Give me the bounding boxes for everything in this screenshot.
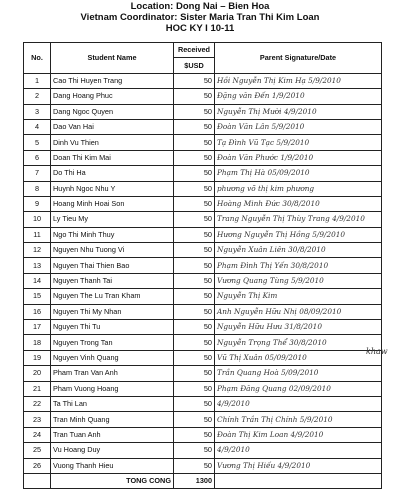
amount: 50 — [174, 320, 215, 335]
parent-signature: Nguyễn Hữu Hưu 31/8/2010 — [215, 320, 382, 335]
parent-signature: Hồi Nguyễn Thị Kim Hạ 5/9/2010 — [215, 73, 382, 88]
table-row — [24, 427, 382, 442]
parent-signature: Hương Nguyễn Thị Hồng 5/9/2010 — [215, 227, 382, 242]
student-name: Nguyen Vinh Quang — [51, 350, 174, 365]
table-row — [24, 458, 382, 473]
col-usd-header: $USD — [174, 58, 215, 73]
table-row — [24, 396, 382, 411]
parent-signature: Tạ Đình Vũ Tạc 5/9/2010 — [215, 135, 382, 150]
amount: 50 — [174, 227, 215, 242]
parent-signature: phương võ thị kim phương — [215, 181, 382, 196]
parent-signature: 4/9/2010 — [215, 443, 382, 458]
student-name: Dao Van Hai — [51, 119, 174, 134]
row-no: 6 — [24, 150, 51, 165]
row-no: 10 — [24, 212, 51, 227]
col-no-header: No. — [24, 43, 51, 74]
amount: 50 — [174, 458, 215, 473]
student-name: Dinh Vu Thien — [51, 135, 174, 150]
table-row — [24, 104, 382, 119]
location-line: Location: Dong Nai – Bien Hoa — [130, 1, 270, 12]
student-name: Dang Ngoc Quyen — [51, 104, 174, 119]
parent-signature: Đặng văn Đến 1/9/2010 — [215, 89, 382, 104]
student-name: Do Thi Ha — [51, 166, 174, 181]
student-name: Nguyen Thi Tu — [51, 320, 174, 335]
parent-signature: Đoàn Thị Kim Loan 4/9/2010 — [215, 427, 382, 442]
row-no: 4 — [24, 119, 51, 134]
parent-signature: Anh Nguyễn Hữu Nhị 08/09/2010 — [215, 304, 382, 319]
student-name: Nguyen Thai Thien Bao — [51, 258, 174, 273]
amount: 50 — [174, 304, 215, 319]
row-no: 17 — [24, 320, 51, 335]
row-no: 11 — [24, 227, 51, 242]
amount: 50 — [174, 135, 215, 150]
table-row — [24, 289, 382, 304]
row-no: 24 — [24, 427, 51, 442]
student-name: Tran Tuan Anh — [51, 427, 174, 442]
parent-signature: Vũ Thị Xuân 05/09/2010 — [215, 350, 382, 365]
table-row — [24, 443, 382, 458]
amount: 50 — [174, 396, 215, 411]
amount: 50 — [174, 335, 215, 350]
student-name: Tran Minh Quang — [51, 412, 174, 427]
col-name-header: Student Name — [51, 43, 174, 74]
amount: 50 — [174, 150, 215, 165]
table-row — [24, 166, 382, 181]
row-no: 16 — [24, 304, 51, 319]
amount: 50 — [174, 166, 215, 181]
amount: 50 — [174, 181, 215, 196]
parent-signature: Chính Trần Thị Chính 5/9/2010 — [215, 412, 382, 427]
student-name: Nguyen Nhu Tuong Vi — [51, 243, 174, 258]
parent-signature: Đoàn Văn Lân 5/9/2010 — [215, 119, 382, 134]
parent-signature: Nguyễn Thị Mười 4/9/2010 — [215, 104, 382, 119]
student-name: Vuong Thanh Hieu — [51, 458, 174, 473]
parent-signature: Đoàn Văn Phước 1/9/2010 — [215, 150, 382, 165]
total-no-cell — [24, 473, 51, 488]
table-row — [24, 212, 382, 227]
student-name: Huynh Ngoc Nhu Y — [51, 181, 174, 196]
parent-signature: Vương Thị Hiếu 4/9/2010 — [215, 458, 382, 473]
amount: 50 — [174, 273, 215, 288]
amount: 50 — [174, 412, 215, 427]
total-row — [24, 473, 382, 488]
table-row — [24, 73, 382, 88]
student-name: Dang Hoang Phuc — [51, 89, 174, 104]
row-no: 3 — [24, 104, 51, 119]
parent-signature: Trần Quang Hoà 5/09/2010 — [215, 366, 382, 381]
student-name: Cao Thi Huyen Trang — [51, 73, 174, 88]
student-name: Nguyen Thanh Tai — [51, 273, 174, 288]
col-signature-header: Parent Signature/Date — [215, 43, 382, 74]
row-no: 26 — [24, 458, 51, 473]
amount: 50 — [174, 212, 215, 227]
amount: 50 — [174, 381, 215, 396]
row-no: 8 — [24, 181, 51, 196]
student-roster-table — [23, 42, 382, 489]
amount: 50 — [174, 350, 215, 365]
total-amount: 1300 — [174, 473, 215, 488]
amount: 50 — [174, 104, 215, 119]
student-name: Pham Tran Van Anh — [51, 366, 174, 381]
student-name: Ly Tieu My — [51, 212, 174, 227]
table-row — [24, 119, 382, 134]
table-row — [24, 181, 382, 196]
row-no: 1 — [24, 73, 51, 88]
total-signature-cell — [215, 473, 382, 488]
student-name: Vu Hoang Duy — [51, 443, 174, 458]
table-row — [24, 89, 382, 104]
col-received-header: Received — [174, 43, 215, 58]
parent-signature: Vương Quang Tùng 5/9/2010 — [215, 273, 382, 288]
row-no: 13 — [24, 258, 51, 273]
table-row — [24, 366, 382, 381]
margin-handwritten-note: khaw — [366, 347, 388, 356]
parent-signature: Nguyễn Thị Kim — [215, 289, 382, 304]
table-row — [24, 335, 382, 350]
row-no: 14 — [24, 273, 51, 288]
student-name: Nguyen The Lu Tran Kham — [51, 289, 174, 304]
amount: 50 — [174, 289, 215, 304]
row-no: 12 — [24, 243, 51, 258]
row-no: 25 — [24, 443, 51, 458]
parent-signature: Phạm Đăng Quang 02/09/2010 — [215, 381, 382, 396]
amount: 50 — [174, 73, 215, 88]
student-name: Ta Thi Lan — [51, 396, 174, 411]
amount: 50 — [174, 89, 215, 104]
amount: 50 — [174, 427, 215, 442]
amount: 50 — [174, 366, 215, 381]
parent-signature: Hoàng Minh Đức 30/8/2010 — [215, 196, 382, 211]
amount: 50 — [174, 119, 215, 134]
parent-signature: Nguyễn Trọng Thể 30/8/2010 — [215, 335, 382, 350]
student-name: Doan Thi Kim Mai — [51, 150, 174, 165]
table-row — [24, 227, 382, 242]
parent-signature: Nguyễn Xuân Liên 30/8/2010 — [215, 243, 382, 258]
table-row — [24, 150, 382, 165]
table-header-row — [24, 43, 382, 58]
parent-signature: 4/9/2010 — [215, 396, 382, 411]
amount: 50 — [174, 196, 215, 211]
row-no: 19 — [24, 350, 51, 365]
parent-signature: Phạm Thị Hà 05/09/2010 — [215, 166, 382, 181]
total-label: TONG CONG — [51, 473, 174, 488]
term-line: HOC KY I 10-11 — [165, 23, 235, 34]
row-no: 20 — [24, 366, 51, 381]
table-row — [24, 304, 382, 319]
table-row — [24, 135, 382, 150]
page-header — [0, 0, 400, 34]
row-no: 7 — [24, 166, 51, 181]
table-row — [24, 196, 382, 211]
parent-signature: Trang Nguyễn Thị Thùy Trang 4/9/2010 — [215, 212, 382, 227]
table-row — [24, 273, 382, 288]
row-no: 15 — [24, 289, 51, 304]
student-name: Ngo Thi Minh Thuy — [51, 227, 174, 242]
row-no: 18 — [24, 335, 51, 350]
student-name: Nguyen Trong Tan — [51, 335, 174, 350]
row-no: 9 — [24, 196, 51, 211]
parent-signature: Phạm Đình Thị Yến 30/8/2010 — [215, 258, 382, 273]
row-no: 5 — [24, 135, 51, 150]
student-name: Hoang Minh Hoai Son — [51, 196, 174, 211]
row-no: 23 — [24, 412, 51, 427]
coordinator-line: Vietnam Coordinator: Sister Maria Tran Thi Kim Loan — [80, 12, 320, 23]
student-name: Pham Vuong Hoang — [51, 381, 174, 396]
table-row — [24, 381, 382, 396]
amount: 50 — [174, 243, 215, 258]
table-row — [24, 350, 382, 365]
amount: 50 — [174, 258, 215, 273]
table-row — [24, 320, 382, 335]
table-row — [24, 412, 382, 427]
row-no: 21 — [24, 381, 51, 396]
amount: 50 — [174, 443, 215, 458]
table-row — [24, 258, 382, 273]
row-no: 2 — [24, 89, 51, 104]
table-row — [24, 243, 382, 258]
student-name: Nguyen Thi My Nhan — [51, 304, 174, 319]
row-no: 22 — [24, 396, 51, 411]
